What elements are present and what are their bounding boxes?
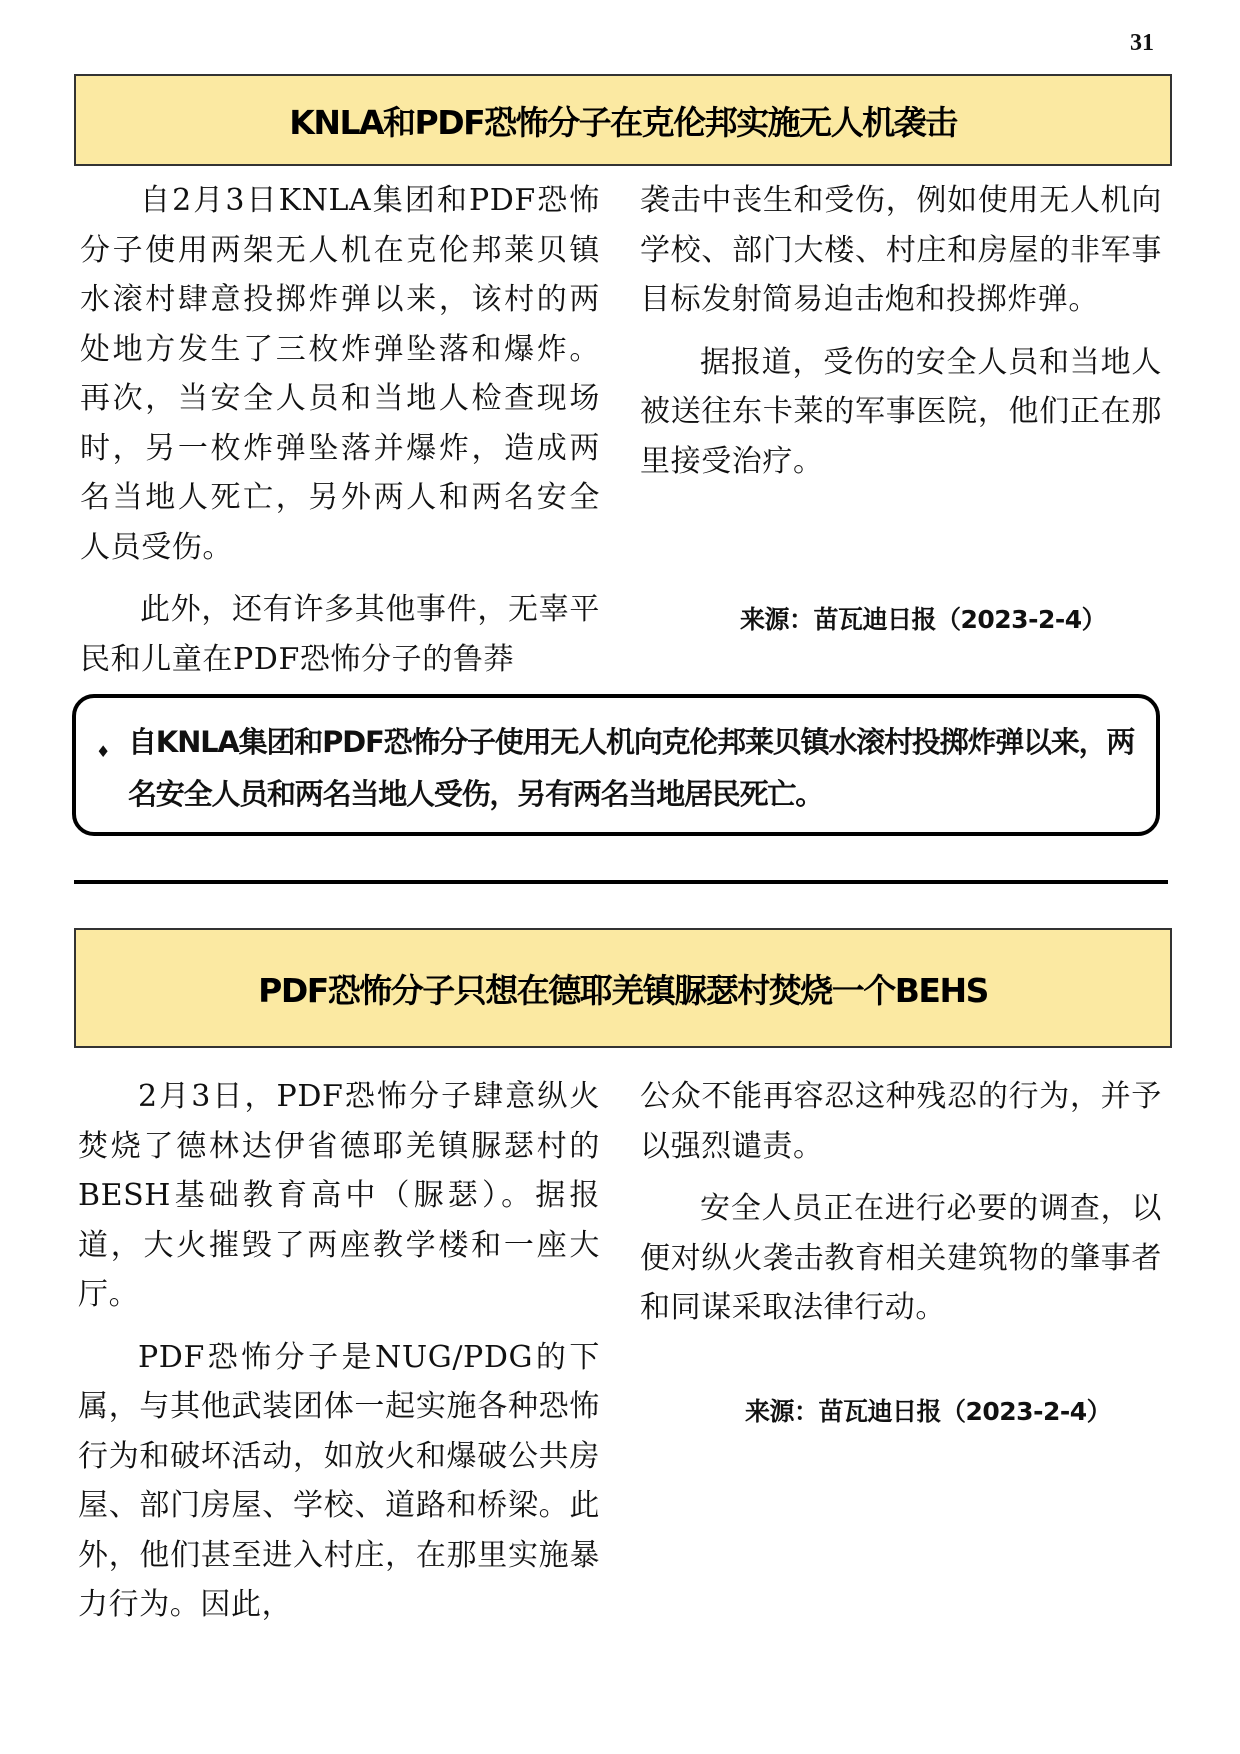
article-1-title: KNLA和PDF恐怖分子在克伦邦实施无人机袭击 bbox=[74, 74, 1172, 166]
article-2-title: PDF恐怖分子只想在德耶羌镇脲瑟村焚烧一个BEHS bbox=[74, 928, 1172, 1048]
article-2-paragraph-1: 2月3日，PDF恐怖分子肆意纵火焚烧了德林达伊省德耶羌镇脲瑟村的BESH基础教育高中（脲瑟）。据报道，大火摧毁了两座教学楼和一座大厅。 bbox=[78, 1079, 600, 1312]
summary-box bbox=[72, 694, 1160, 836]
section-divider bbox=[74, 880, 1168, 884]
page-number: 31 bbox=[1130, 30, 1154, 56]
article-2-paragraph-2-continued: 公众不能再容忍这种残忍的行为，并予以强烈谴责。 bbox=[640, 1079, 1162, 1164]
article-1-paragraph-1: 自2月3日KNLA集团和PDF恐怖分子使用两架无人机在克伦邦莱贝镇水滚村肆意投掷炸弹以来，该村的两处地方发生了三枚炸弹坠落和爆炸。再次，当安全人员和当地人检查现场时，另一枚炸弹坠落并爆炸，造成两名当地人死亡，另外两人和两名安全人员受伤。 bbox=[80, 183, 600, 565]
article-1-source: 来源：苗瓦迪日报（2023-2-4） bbox=[740, 605, 1107, 634]
article-1-left-column bbox=[80, 176, 600, 697]
diamond-bullet-icon: ♦ bbox=[96, 742, 111, 761]
article-2-paragraph-2: PDF恐怖分子是NUG/PDG的下属，与其他武装团体一起实施各种恐怖行为和破坏活动，如放火和爆破公共房屋、部门房屋、学校、道路和桥梁。此外，他们甚至进入村庄，在那里实施暴力行为。因此， bbox=[78, 1339, 600, 1622]
article-1-paragraph-2-continued: 袭击中丧生和受伤，例如使用无人机向学校、部门大楼、村庄和房屋的非军事目标发射简易迫击炮和投掷炸弹。 bbox=[640, 183, 1162, 317]
article-2-source: 来源：苗瓦迪日报（2023-2-4） bbox=[745, 1397, 1112, 1426]
article-2-paragraph-3: 安全人员正在进行必要的调查，以便对纵火袭击教育相关建筑物的肇事者和同谋采取法律行动。 bbox=[640, 1191, 1162, 1325]
article-1-paragraph-2: 此外，还有许多其他事件，无辜平民和儿童在PDF恐怖分子的鲁莽 bbox=[80, 592, 600, 677]
article-2-left-column bbox=[78, 1072, 600, 1643]
article-1-right-column bbox=[640, 176, 1162, 499]
summary-text: 自KNLA集团和PDF恐怖分子使用无人机向克伦邦莱贝镇水滚村投掷炸弹以来，两名安全人员和两名当地人受伤，另有两名当地居民死亡。 bbox=[128, 725, 1135, 811]
article-2-right-column bbox=[640, 1072, 1162, 1346]
article-1-paragraph-3: 据报道，受伤的安全人员和当地人被送往东卡莱的军事医院，他们正在那里接受治疗。 bbox=[640, 344, 1162, 479]
